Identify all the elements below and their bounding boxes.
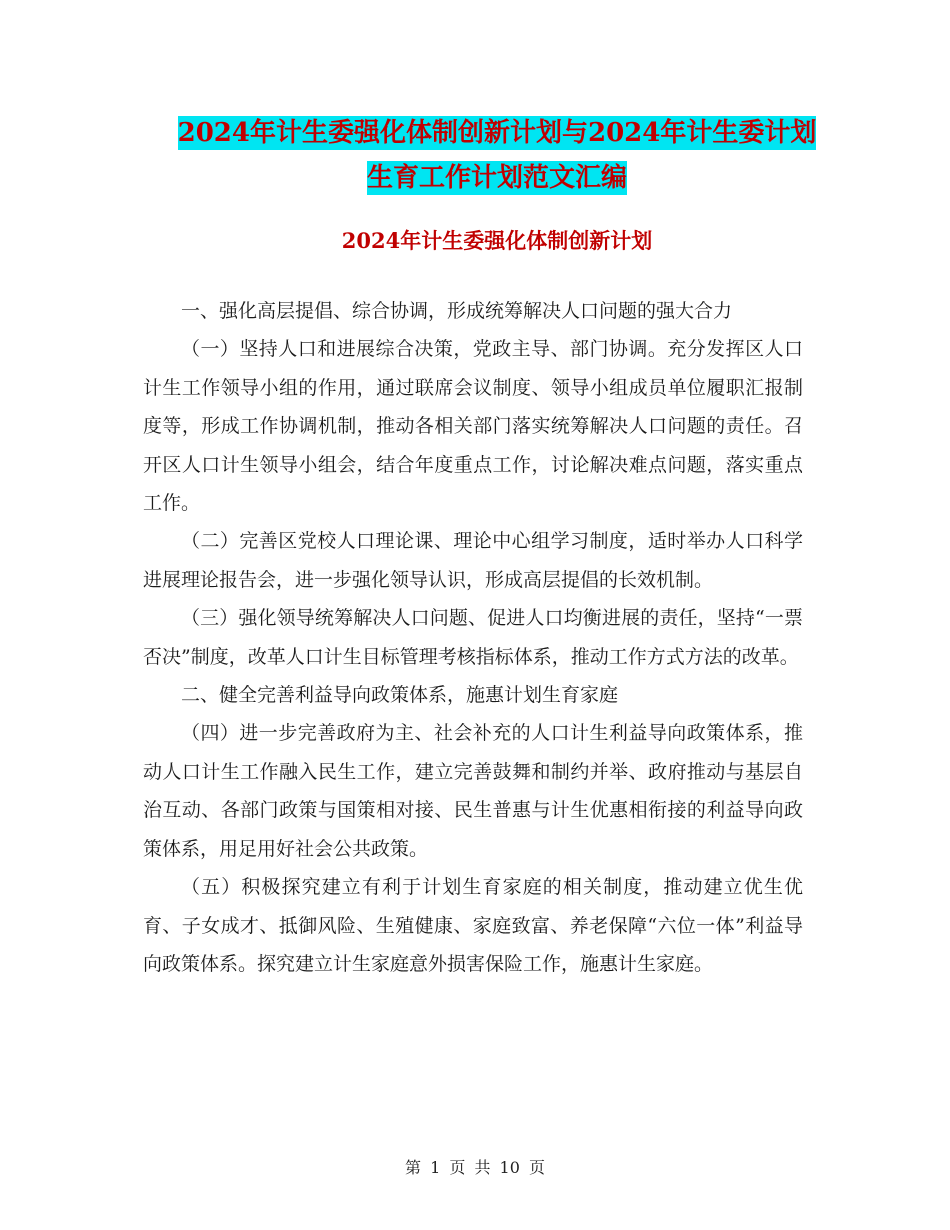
body-paragraph: （一）坚持人口和进展综合决策，党政主导、部门协调。充分发挥区人口计生工作领导小组的作用，通过联席会议制度、领导小组成员单位履职汇报制度等，形成工作协调机制，推动各相关部门落实统筹解决人口问题的责任。召开区人口计生领导小组会，结合年度重点工作，讨论解决难点问题，落实重点工作。 <box>143 338 803 515</box>
document-title-line-2 <box>143 157 851 194</box>
title-highlight: 2024年计生委强化体制创新计划与2024年计生委计划 <box>177 118 817 148</box>
body-paragraph: （三）强化领导统筹解决人口问题、促进人口均衡进展的责任，坚持“一票否决”制度，改革人口计生目标管理考核指标体系，推动工作方式方法的改革。 <box>143 607 803 668</box>
title-highlight: 生育工作计划范文汇编 <box>366 163 627 193</box>
document-body <box>143 292 803 983</box>
body-paragraph: （五）积极探究建立有利于计划生育家庭的相关制度，推动建立优生优育、子女成才、抵御风险、生殖健康、家庭致富、养老保障“六位一体”利益导向政策体系。探究建立计生家庭意外损害保险工作，施惠计生家庭。 <box>143 876 803 975</box>
section-heading: 2024年计生委强化体制创新计划 <box>341 228 653 253</box>
document-title-line-1 <box>143 112 851 149</box>
body-paragraph: （二）完善区党校人口理论课、理论中心组学习制度，适时举办人口科学进展理论报告会，进一步强化领导认识，形成高层提倡的长效机制。 <box>143 530 803 591</box>
body-paragraph: （四）进一步完善政府为主、社会补充的人口计生利益导向政策体系，推动人口计生工作融入民生工作，建立完善鼓舞和制约并举、政府推动与基层自治互动、各部门政策与国策相对接、民生普惠与计生优惠相衔接的利益导向政策体系，用足用好社会公共政策。 <box>143 722 803 860</box>
body-paragraph: 二、健全完善利益导向政策体系，施惠计划生育家庭 <box>181 684 619 707</box>
page-footer: 第 1 页 共 10 页 <box>405 1158 545 1177</box>
body-paragraph: 一、强化高层提倡、综合协调，形成统筹解决人口问题的强大合力 <box>181 300 733 322</box>
